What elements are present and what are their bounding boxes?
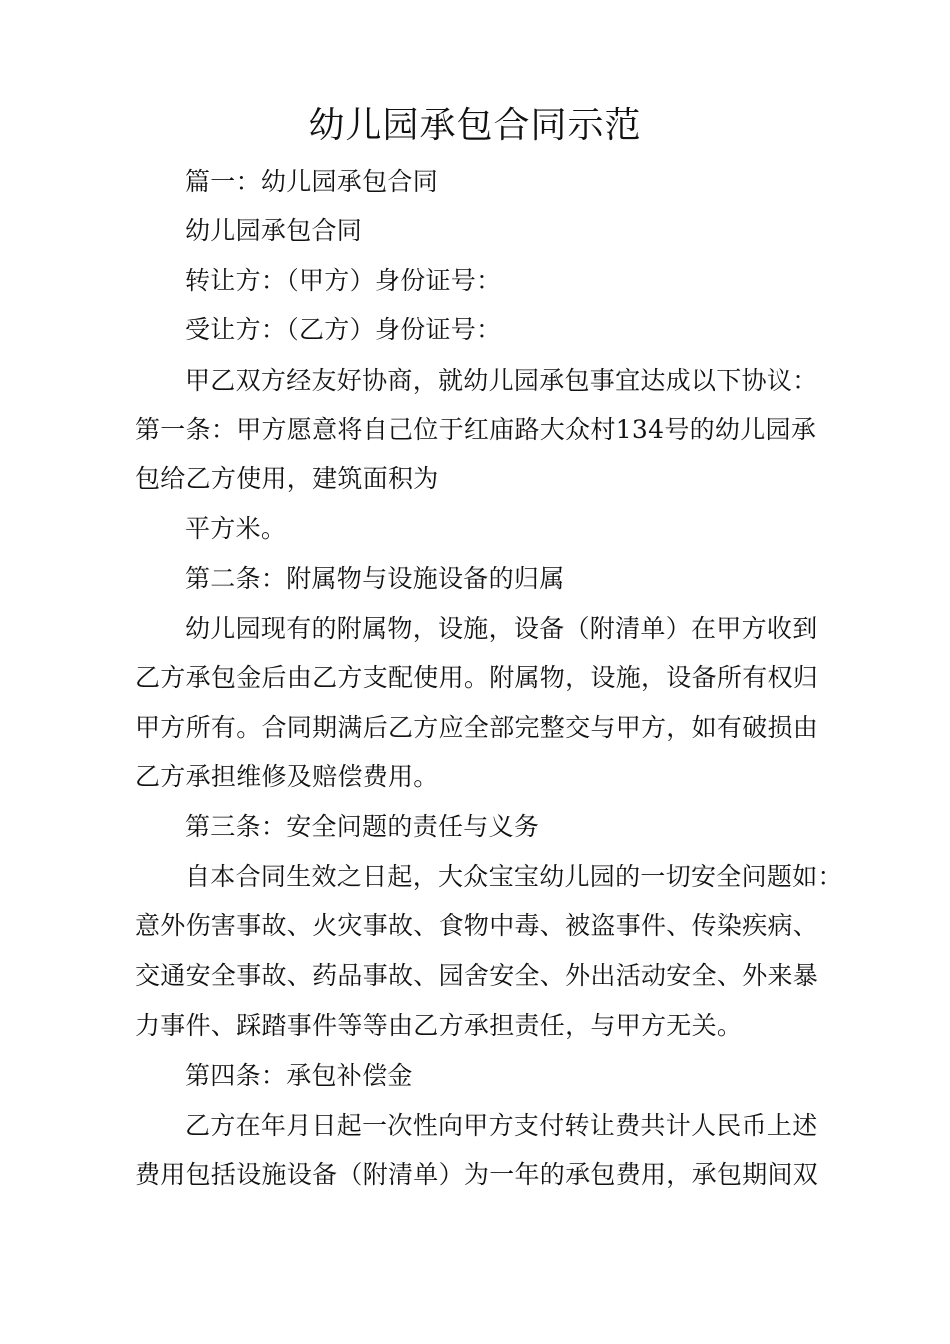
paragraph-line: 乙方承担维修及赔偿费用。 [135,762,439,791]
paragraph-line: 乙方承包金后由乙方支配使用。附属物，设施，设备所有权归 [135,663,819,692]
paragraph-line: 甲方所有。合同期满后乙方应全部完整交与甲方，如有破损由 [135,713,819,742]
paragraph-line: 转让方：（甲方）身份证号： [185,266,502,295]
section-heading: 第四条：承包补偿金 [185,1061,413,1090]
paragraph-line: 受让方：（乙方）身份证号： [185,315,502,344]
section-heading: 第三条：安全问题的责任与义务 [185,812,540,841]
paragraph-line: 第一条：甲方愿意将自己位于红庙路大众村134号的幼儿园承 [135,415,817,444]
paragraph-line: 自本合同生效之日起，大众宝宝幼儿园的一切安全问题如： [185,862,843,891]
paragraph-line: 包给乙方使用，建筑面积为 [135,464,439,493]
paragraph-line: 平方米。 [185,514,287,543]
paragraph-line: 力事件、踩踏事件等等由乙方承担责任，与甲方无关。 [135,1011,743,1040]
paragraph-line: 篇一：幼儿园承包合同 [185,167,439,196]
document-title: 幼儿园承包合同示范 [308,105,642,146]
paragraph-line: 费用包括设施设备（附清单）为一年的承包费用，承包期间双 [135,1160,819,1189]
paragraph-line: 意外伤害事故、火灾事故、食物中毒、被盗事件、传染疾病、 [135,911,819,940]
paragraph-line: 甲乙双方经友好协商，就幼儿园承包事宜达成以下协议： [185,366,818,395]
paragraph-line: 幼儿园现有的附属物，设施，设备（附清单）在甲方收到 [185,614,818,643]
paragraph-line: 交通安全事故、药品事故、园舍安全、外出活动安全、外来暴 [135,961,819,990]
section-heading: 第二条：附属物与设施设备的归属 [185,564,565,593]
paragraph-line: 幼儿园承包合同 [185,216,363,245]
paragraph-line: 乙方在年月日起一次性向甲方支付转让费共计人民币上述 [185,1111,818,1140]
